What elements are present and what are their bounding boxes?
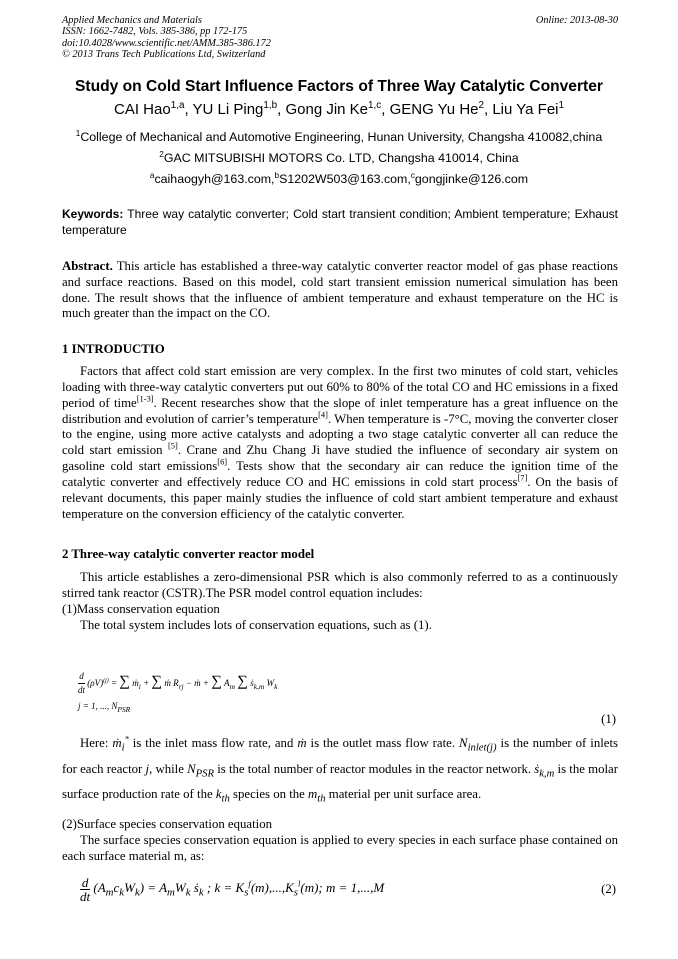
eq1-term: ṁ $R_{rj}$ − ṁ + <box>162 677 212 691</box>
intro-text: . When temperature is -7°C, moving the converter closer to the engine, using more active catalysts and adopting a two stage catalytic converter all can reduce the cold start emission <box>62 411 618 458</box>
abstract-text: This article has established a three-way catalytic converter reactor model of gas phase reactions and surface reactions. Based on this model, cold start transient emission numerical simulation has been done. The result shows that the influence of ambient temperature and exhaust temperature on the HC is much greater than the impact on the CO. <box>62 259 619 321</box>
author-sup: 1 <box>558 100 564 111</box>
eq1-range <box>78 701 277 714</box>
citation[interactable]: [6] <box>217 456 228 467</box>
citation[interactable]: [5] <box>168 440 178 451</box>
nomenclature-text: is the inlet mass flow rate, and <box>128 736 298 750</box>
keywords-label: Keywords: <box>62 207 124 221</box>
nomenclature-paragraph <box>62 733 618 810</box>
symbol-n-inlet: $N_{inlet(j)}$ <box>459 736 497 754</box>
equation-1-number: (1) <box>601 712 616 726</box>
intro-text: Factors that affect cold start emission are very complex. In the first two minutes of cold start, vehicles loading with three-way catalytic converters put out 60% to 80% of the total CO and HC emissions in a fixed period of time <box>62 364 618 410</box>
nomenclature-text: , while <box>149 761 188 776</box>
email-sup: c <box>410 170 415 180</box>
list-item-mass-text: The total system includes lots of conservation equations, such as (1). <box>80 618 432 632</box>
sum-symbol-icon: ∑ <box>119 673 130 690</box>
author-list: CAI Hao$^{1,a}$, YU Li Ping$^{1,b}$, Gong Jin Ke$^{1,c}$, GENG Yu He$^2$, Liu Ya Fei$^1$ <box>114 100 564 118</box>
author-name: YU Li Ping <box>192 101 264 118</box>
citation[interactable]: [7] <box>517 472 528 483</box>
eq1-sup: (j) <box>103 677 109 684</box>
nomenclature-text: material per unit surface area. <box>325 787 482 802</box>
author-sup: 1,b <box>263 100 278 111</box>
nomenclature-text: is the total number of reactor modules in the reactor network. <box>214 761 535 776</box>
eq1-term: $A_m$ <box>221 677 235 691</box>
section-2-heading: 2 Three-way catalytic converter reactor model <box>62 547 315 561</box>
nomenclature-text: Here: <box>80 736 113 750</box>
symbol-n-psr: $N_{PSR}$ <box>187 761 215 780</box>
nomenclature-text: is the outlet mass flow rate. <box>306 736 460 750</box>
author-name: Liu Ya Fei <box>492 101 559 118</box>
online-date: Online: 2013-08-30 <box>535 15 618 26</box>
nomenclature-text: species on the <box>229 787 309 802</box>
section-1-heading: 1 INTRODUCTIO <box>62 342 165 356</box>
symbol-k-th: $k_{th}$ <box>215 787 230 805</box>
eq1-term: ṡ$_{k,m}$ $W_k$ <box>247 677 278 691</box>
email-sup: a <box>149 170 155 180</box>
abstract-label: Abstract. <box>62 259 113 273</box>
sum-symbol-icon: ∑ <box>237 673 248 690</box>
equation-2-number: (2) <box>601 882 616 896</box>
issn-line: ISSN: 1662-7482, Vols. 385-386, pp 172-175 <box>62 26 248 38</box>
doi-line: doi:10.4028/www.scientific.net/AMM.385-386.172 <box>62 37 271 49</box>
intro-paragraph <box>62 364 618 522</box>
derivative-fraction: $\frac{d}{dt}$ <box>80 875 91 904</box>
derivative-fraction: $\frac{d}{dt}$ <box>78 671 86 695</box>
sum-symbol-icon: ∑ <box>211 673 222 690</box>
equation-1 <box>78 670 277 714</box>
eq1-lhs: $(\rho V)^{(j)}$ = <box>87 677 118 688</box>
citation[interactable]: [1-3] <box>136 393 154 404</box>
list-item-surface: (2)Surface species conservation equation <box>62 817 272 831</box>
eq1-range-sub: PSR <box>117 704 131 714</box>
intro-text: . Crane and Zhu Chang Ji have studied the influence of secondary air system on gasoline cold start emissions <box>62 443 618 474</box>
copyright-line: © 2013 Trans Tech Publications Ltd, Switzerland <box>62 48 266 60</box>
author-name: CAI Hao <box>114 101 171 118</box>
sum-symbol-icon: ∑ <box>151 673 163 690</box>
keywords-block <box>62 207 618 238</box>
email-link[interactable]: caihaogyh@163.com, <box>154 172 275 186</box>
eq1-range-text: j = 1, ..., N <box>78 701 118 711</box>
email-line <box>40 172 638 186</box>
symbol-inlet-mass: ṁ$_i$* <box>112 733 129 754</box>
email-link[interactable]: gongjinke@126.com <box>414 172 529 186</box>
symbol-s-km: ṡ$_{k,m}$ <box>534 761 555 780</box>
eq2-body: $(A_mc_kW_k) = A_mW_k$ ṡ$_k$ ; $k = K_s^f(m),...,K_s^l(m)$; m = 1,...,M <box>93 879 385 900</box>
author-sup: 1,a <box>170 100 185 111</box>
intro-text: . Recent researches show that the slope of inlet temperature has a great influence on the distribution and evolution of carrier’s temperature <box>62 395 619 426</box>
affiliation-text: College of Mechanical and Automotive Engineering, Hunan University, Changsha 410082,china <box>80 130 603 144</box>
email-sup: b <box>274 170 280 180</box>
affiliation-text: GAC MITSUBISHI MOTORS Co. LTD, Changsha 410014, China <box>163 151 519 165</box>
author-sup: 1,c <box>368 100 382 111</box>
citation[interactable]: [4] <box>318 409 328 420</box>
author-name: GENG Yu He <box>389 101 479 118</box>
affiliation-sup: 1 <box>75 128 81 138</box>
nomenclature-text: is the molar surface production rate of the <box>62 761 618 802</box>
journal-header <box>62 15 618 60</box>
list-item-mass: (1)Mass conservation equation <box>62 602 220 616</box>
nomenclature-text: is the number of inlets for each reactor <box>62 736 618 776</box>
equation-2 <box>80 876 384 903</box>
symbol-j: j <box>145 761 150 776</box>
journal-name: Applied Mechanics and Materials <box>62 15 202 26</box>
section-2-intro: This article establishes a zero-dimensional PSR which is also commonly referred to as a continuously stirred tank reactor (CSTR).The PSR model control equation includes: <box>62 570 618 600</box>
email-link[interactable]: S1202W503@163.com, <box>279 172 411 186</box>
affiliation-sup: 2 <box>159 149 164 159</box>
abstract-block <box>62 259 618 322</box>
symbol-outlet-mass: ṁ <box>297 736 307 750</box>
eq1-term: ṁ$_i$ + <box>129 677 152 691</box>
affiliation-2 <box>40 151 638 165</box>
affiliation-1 <box>40 130 638 144</box>
intro-text: . Tests show that the secondary air can reduce the ignition time of the catalytic converter and effectively reduce CO and HC emissions in cold start process <box>62 459 619 489</box>
author-name: Gong Jin Ke <box>285 101 369 118</box>
keywords-text: Three way catalytic converter; Cold start transient condition; Ambient temperature; Exhaust temperature <box>62 207 618 237</box>
author-sup: 2 <box>478 100 484 111</box>
symbol-m-th: $m_{th}$ <box>308 787 326 805</box>
paper-title: Study on Cold Start Influence Factors of Three Way Catalytic Converter <box>75 78 603 95</box>
list-item-surface-text: The surface species conservation equation is applied to every species in each surface phase contained on each surface material m, as: <box>62 833 618 863</box>
intro-text: . On the basis of relevant documents, this paper mainly studies the influence of cold start ambient temperature and exhaust temperature on the conversion efficiency of the catalytic converter. <box>62 474 618 521</box>
